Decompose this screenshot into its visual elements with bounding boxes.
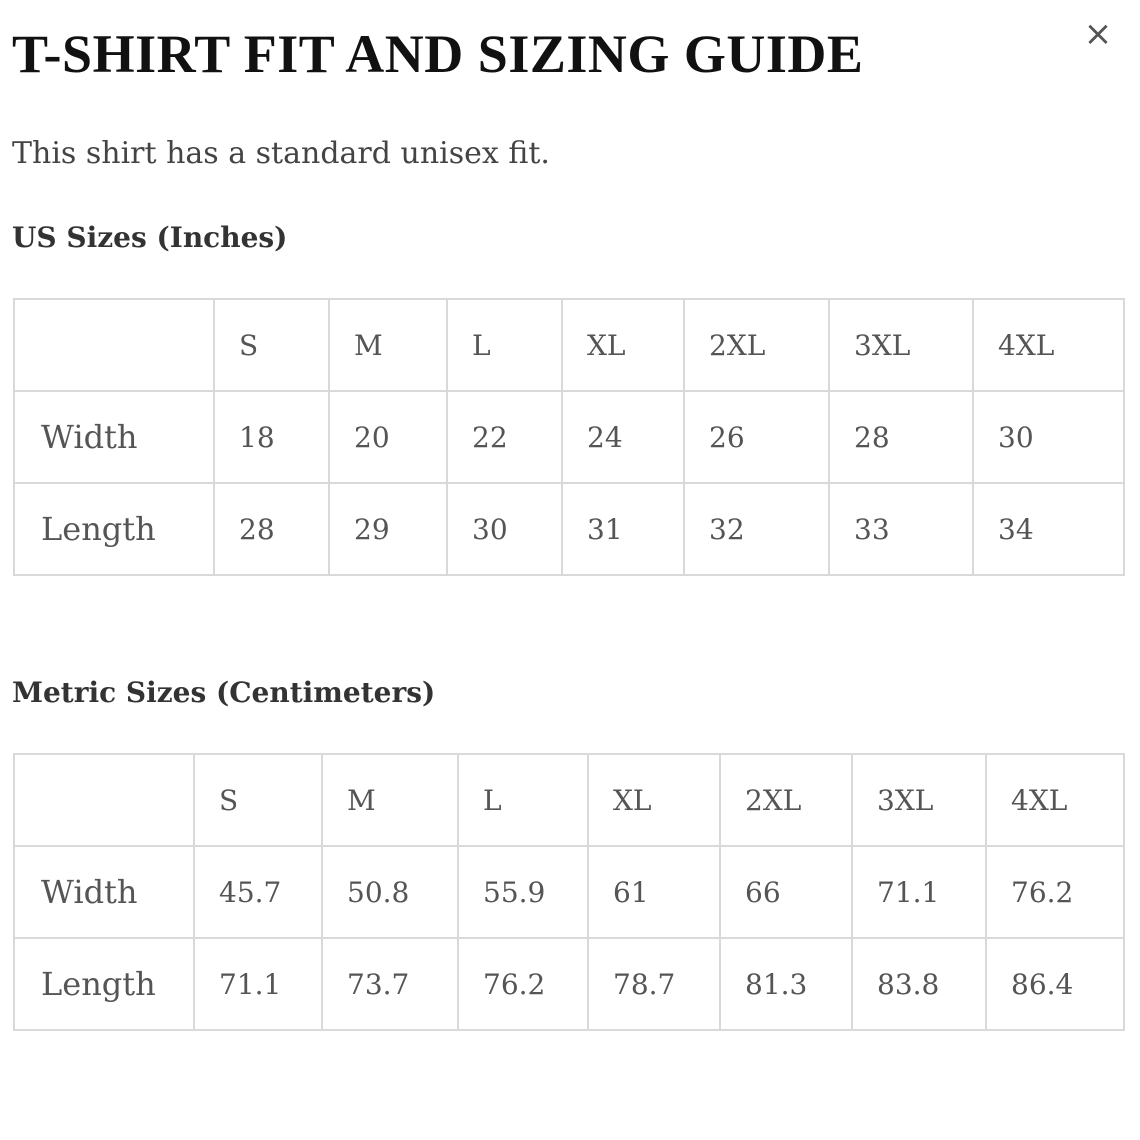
column-header: 3XL: [852, 754, 986, 846]
table-row: [14, 391, 1124, 483]
column-header: L: [458, 754, 588, 846]
column-header: 4XL: [973, 299, 1124, 391]
column-header: XL: [588, 754, 720, 846]
column-header: 2XL: [720, 754, 852, 846]
table-cell: 29: [329, 483, 447, 575]
column-header: M: [329, 299, 447, 391]
table-row: [14, 483, 1124, 575]
table-cell: 24: [562, 391, 684, 483]
row-label: Width: [14, 846, 194, 938]
us-sizes-table: [13, 298, 1125, 576]
metric-sizes-heading: Metric Sizes (Centimeters): [12, 676, 436, 709]
table-row: [14, 846, 1124, 938]
table-cell: 28: [214, 483, 329, 575]
table-cell: 71.1: [852, 846, 986, 938]
column-header: S: [194, 754, 322, 846]
column-header: S: [214, 299, 329, 391]
table-cell: 22: [447, 391, 562, 483]
table-cell: 30: [447, 483, 562, 575]
close-icon[interactable]: ×: [1078, 14, 1118, 54]
column-header: [14, 299, 214, 391]
table-cell: 32: [684, 483, 829, 575]
table-cell: 71.1: [194, 938, 322, 1030]
table-cell: 78.7: [588, 938, 720, 1030]
row-label: Length: [14, 938, 194, 1030]
row-label: Width: [14, 391, 214, 483]
page-title: T-SHIRT FIT AND SIZING GUIDE: [12, 24, 864, 84]
table-cell: 30: [973, 391, 1124, 483]
table-cell: 20: [329, 391, 447, 483]
column-header: L: [447, 299, 562, 391]
table-row: [14, 938, 1124, 1030]
table-cell: 61: [588, 846, 720, 938]
row-label: Length: [14, 483, 214, 575]
table-cell: 50.8: [322, 846, 458, 938]
table-cell: 81.3: [720, 938, 852, 1030]
column-header: [14, 754, 194, 846]
table-cell: 66: [720, 846, 852, 938]
table-header-row: [14, 299, 1124, 391]
table-cell: 76.2: [986, 846, 1124, 938]
fit-description: This shirt has a standard unisex fit.: [12, 136, 550, 171]
table-cell: 18: [214, 391, 329, 483]
table-cell: 55.9: [458, 846, 588, 938]
table-cell: 76.2: [458, 938, 588, 1030]
us-sizes-heading: US Sizes (Inches): [12, 221, 288, 254]
table-cell: 33: [829, 483, 973, 575]
table-header-row: [14, 754, 1124, 846]
column-header: 3XL: [829, 299, 973, 391]
table-cell: 83.8: [852, 938, 986, 1030]
table-cell: 73.7: [322, 938, 458, 1030]
table-cell: 86.4: [986, 938, 1124, 1030]
table-cell: 31: [562, 483, 684, 575]
table-cell: 34: [973, 483, 1124, 575]
table-cell: 28: [829, 391, 973, 483]
table-cell: 26: [684, 391, 829, 483]
metric-sizes-table: [13, 753, 1125, 1031]
table-cell: 45.7: [194, 846, 322, 938]
column-header: 4XL: [986, 754, 1124, 846]
column-header: M: [322, 754, 458, 846]
column-header: XL: [562, 299, 684, 391]
column-header: 2XL: [684, 299, 829, 391]
